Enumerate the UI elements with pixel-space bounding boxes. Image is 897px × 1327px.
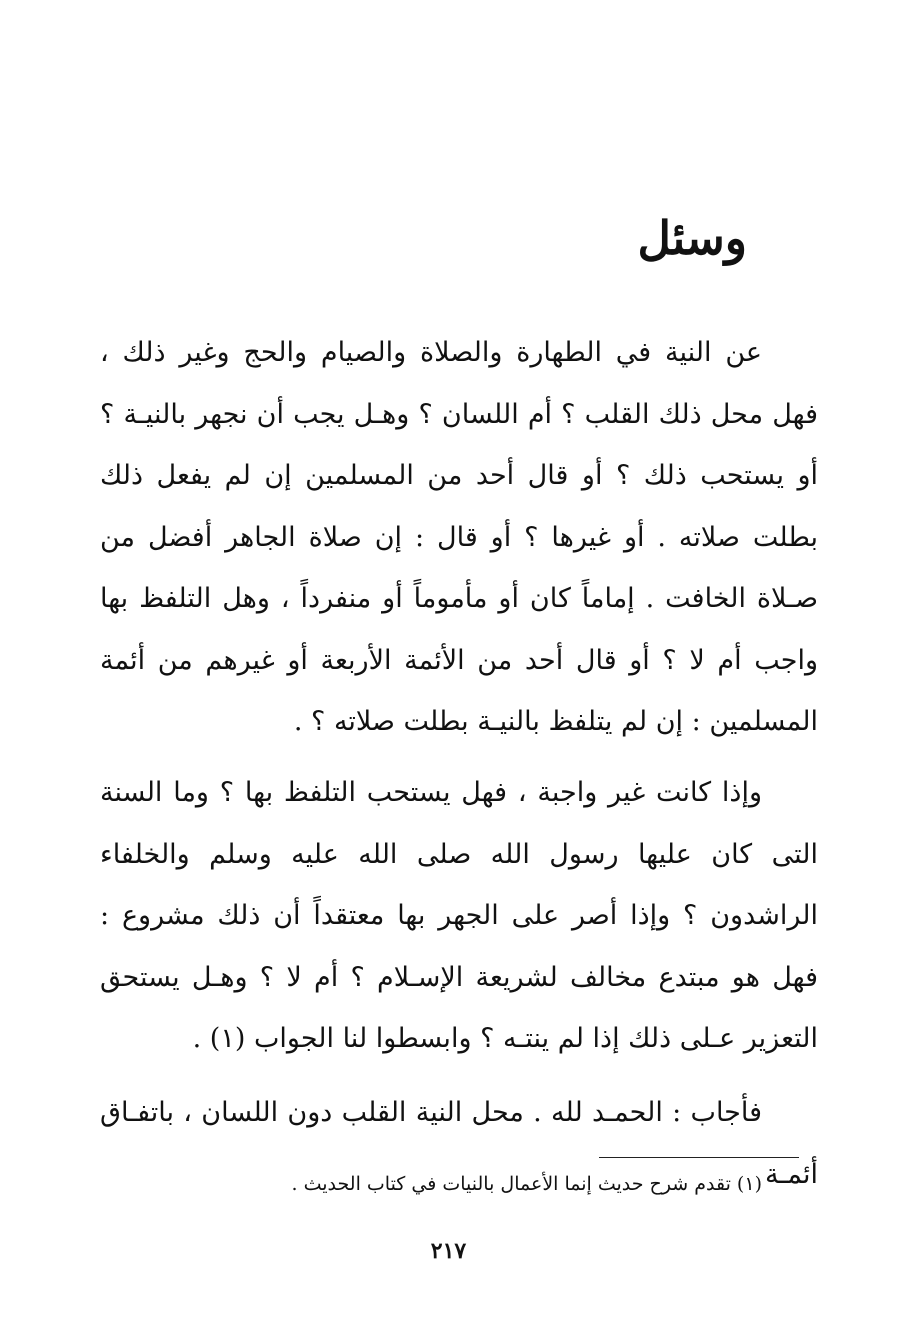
footnote: (١) تقدم شرح حديث إنما الأعمال بالنيات في كتاب الحديث .: [291, 1173, 762, 1195]
answer-paragraph: فأجاب : الحمـد لله . محل النية القلب دون اللسان ، باتفـاق أئمـة: [100, 1097, 818, 1190]
section-heading: وسئل: [637, 211, 747, 265]
footnote-divider: [599, 1157, 799, 1158]
question-paragraph-1: عن النية في الطهارة والصلاة والصيام والحج وغير ذلك ، فهل محل ذلك القلب ؟ أم اللسان ؟ وهـل يجب أن نجهر بالنيـة ؟ أو يستحب ذلك ؟ أو قال أحد من المسلمين إن لم يفعل ذلك بطلت صلاته . أو غيرها ؟ أو قال : إن صلاة الجاهر أفضل من صـلاة الخافت . إماماً كان أو مأموماً أو منفرداً ، وهل التلفظ بها واجب أم لا ؟ أو قال أحد من الأئمة الأربعة أو غيرهم من أئمة المسلمين : إن لم يتلفظ بالنيـة بطلت صلاته ؟ .: [100, 337, 818, 737]
page-number: ٢١٧: [430, 1238, 467, 1264]
question-paragraph-2: وإذا كانت غير واجبة ، فهل يستحب التلفظ بها ؟ وما السنة التى كان عليها رسول الله صلى الله عليه وسلم والخلفاء الراشدون ؟ وإذا أصر على الجهر بها معتقداً أن ذلك مشروع : فهل هو مبتدع مخالف لشريعة الإسـلام ؟ أم لا ؟ وهـل يستحق التعزير عـلى ذلك إذا لم ينتـه ؟ وابسطوا لنا الجواب (١) .: [100, 777, 818, 1054]
